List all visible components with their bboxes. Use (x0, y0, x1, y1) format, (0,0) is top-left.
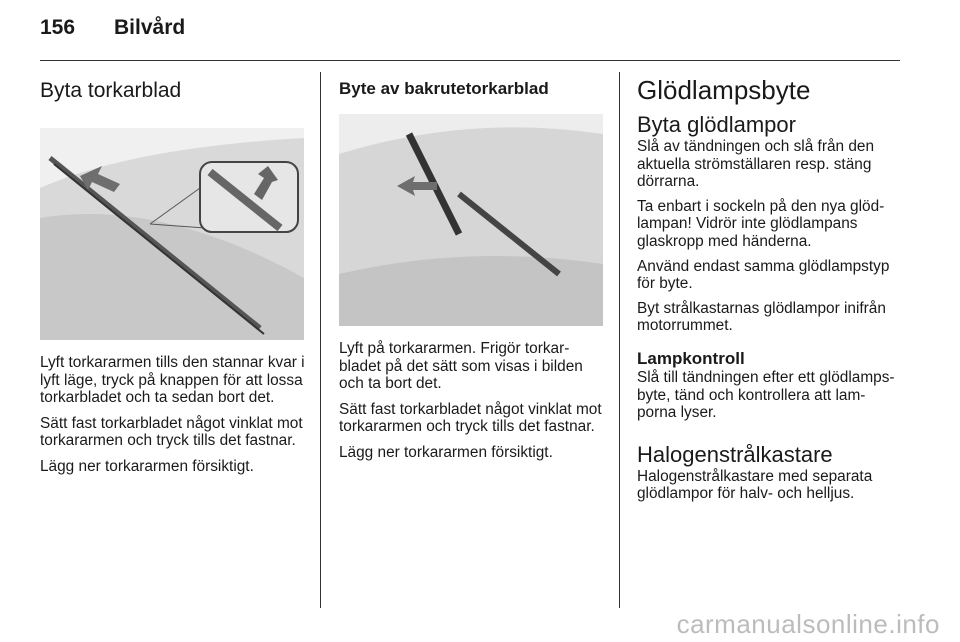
lamp-check-text: Slå till tändningen efter ett glödlamps- byte, tänd och kontrollera att lam- porna lyser. (637, 368, 895, 422)
subsection-title-bulbs: Byta glödlampor (637, 112, 796, 137)
lamp-check-heading: Lampkontroll (637, 348, 745, 368)
rear-wiper-illustration (339, 114, 603, 326)
section-title-rear-wiper: Byte av bakrutetorkarblad (339, 79, 549, 98)
halogen-text: Halogenstrålkastare med separata glödlampor för halv- och helljus. (637, 467, 873, 503)
column-bulb-replacement (637, 72, 905, 510)
paragraph: Lägg ner torkararmen försiktigt. (40, 457, 254, 475)
column-rear-wiper (339, 72, 607, 470)
paragraph: Sätt fast torkarbladet något vinklat mot torkararmen och tryck tills det fastnar. (339, 400, 602, 436)
paragraph: Använd endast samma glödlampstyp för byte. (637, 257, 890, 293)
chapter-title: Bilvård (114, 16, 186, 39)
header-divider (40, 60, 900, 61)
wiper-blade-illustration (40, 128, 304, 340)
paragraph: Slå av tändningen och slå från den aktuella strömställaren resp. stäng dörrarna. (637, 138, 875, 191)
column-divider-1 (320, 72, 321, 608)
paragraph: Ta enbart i sockeln på den nya glöd- lampan! Vidrör inte glödlampans glaskropp med händerna. (637, 197, 885, 250)
paragraph: Sätt fast torkarbladet något vinklat mot torkararmen och tryck tills det fastnar. (40, 414, 303, 450)
watermark: carmanualsonline.info (676, 609, 940, 639)
paragraph: Lyft på torkararmen. Frigör torkar- bladet på det sätt som visas i bilden och ta bort det. (339, 340, 583, 393)
paragraph: Byt strålkastarnas glödlampor inifrån motorrummet. (637, 299, 886, 335)
halogen-heading: Halogenstrålkastare (637, 441, 833, 467)
section-title-wiper: Byta torkarblad (40, 79, 182, 102)
paragraph: Lyft torkararmen tills den stannar kvar i lyft läge, tryck på knappen för att lossa torkarbladet och ta sedan bort det. (40, 354, 305, 407)
paragraph: Lägg ner torkararmen försiktigt. (339, 443, 553, 461)
column-divider-2 (619, 72, 620, 608)
wiper-instructions (40, 354, 308, 476)
section-title-bulbs: Glödlampsbyte (637, 75, 811, 105)
page-number: 156 (40, 16, 76, 39)
rear-wiper-instructions (339, 340, 607, 462)
column-wiper-blade (40, 72, 308, 484)
